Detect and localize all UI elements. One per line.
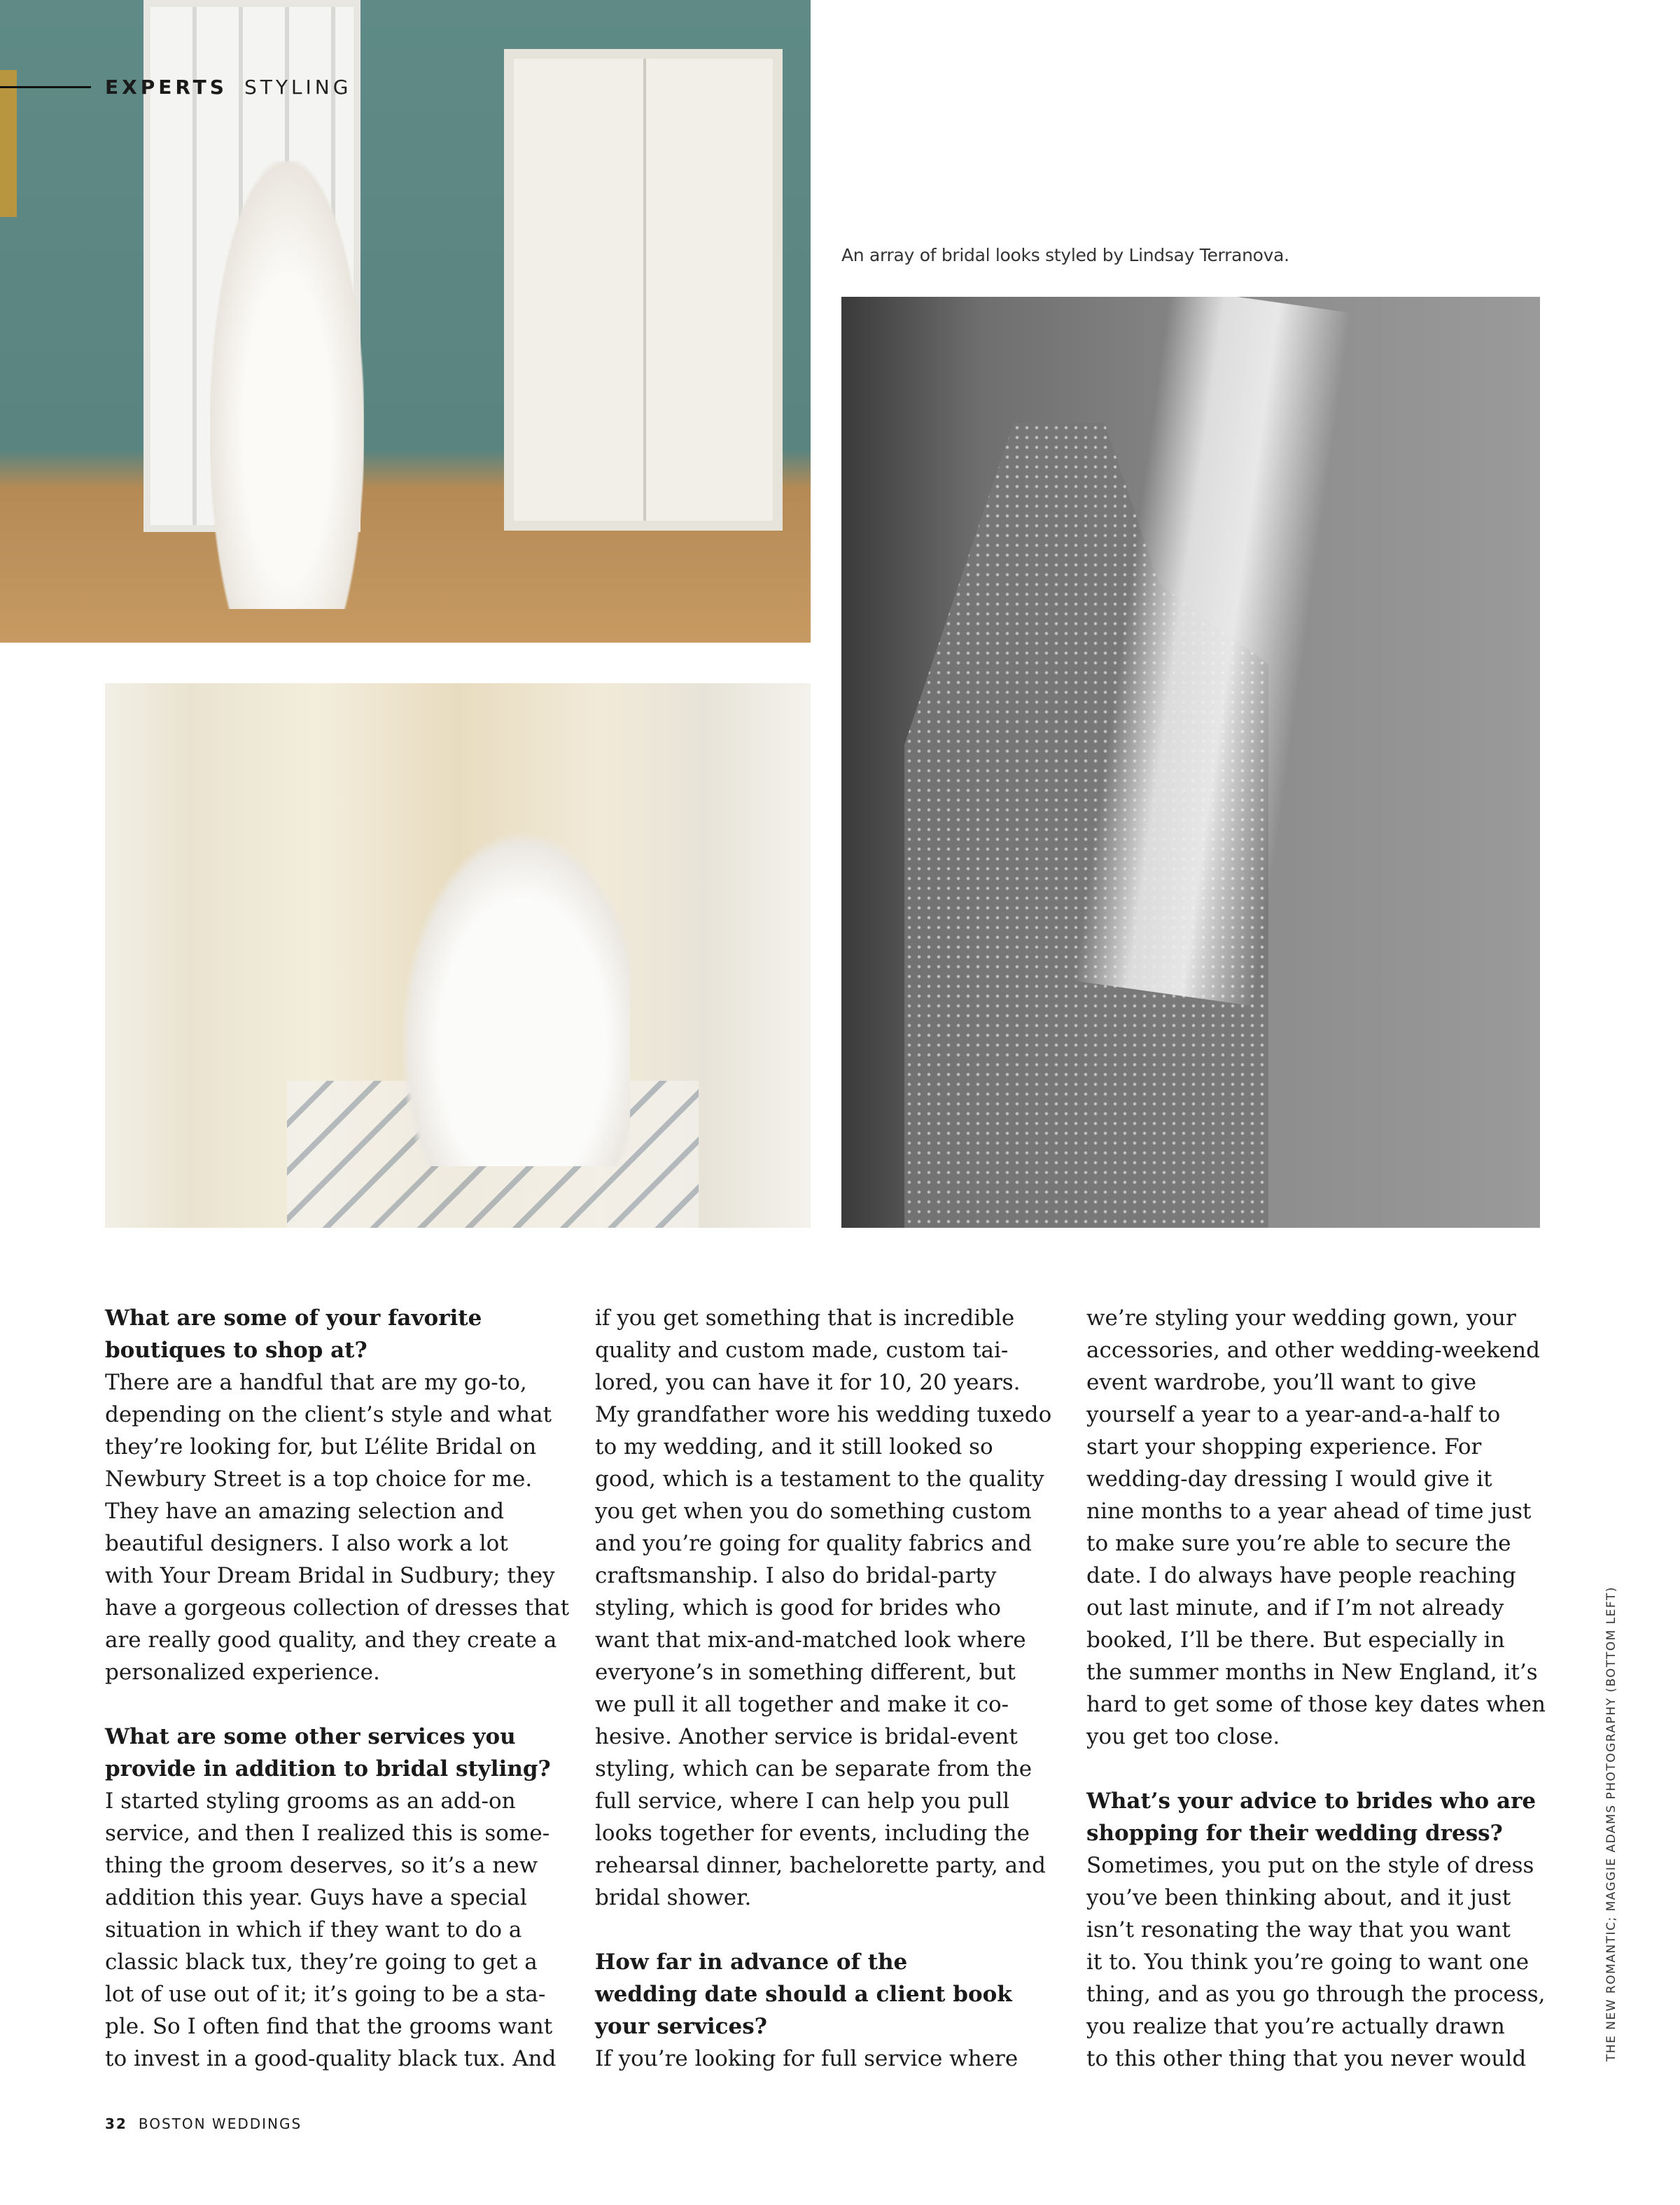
text-line: provide in addition to bridal styling?: [105, 1756, 551, 1782]
text-line: What are some other services you: [105, 1724, 516, 1749]
text-line: wedding-day dressing I would give it: [1086, 1466, 1492, 1492]
answer-paragraph: [105, 1785, 574, 2075]
text-line: bridal shower.: [595, 1885, 752, 1910]
photo-credit: THE NEW ROMANTIC; MAGGIE ADAMS PHOTOGRAPHY (BOTTOM LEFT): [1604, 1586, 1618, 2062]
text-line: They have an amazing selection and: [105, 1499, 505, 1524]
text-line: wedding date should a client book: [595, 1982, 1012, 2007]
answer-paragraph: [1086, 1302, 1555, 1753]
photo-sequin-gown-bw: [841, 297, 1540, 1228]
double-door: [504, 49, 783, 531]
text-line: start your shopping experience. For: [1086, 1434, 1482, 1460]
text-column-1: [105, 1302, 574, 2075]
text-line: shopping for their wedding dress?: [1086, 1821, 1503, 1846]
text-line: boutiques to shop at?: [105, 1338, 368, 1363]
answer-paragraph: [595, 1302, 1064, 1914]
photo-brides-in-hallway: [105, 683, 811, 1228]
text-line: to invest in a good-quality black tux. And: [105, 2046, 556, 2071]
text-line: and you’re going for quality fabrics and: [595, 1531, 1032, 1556]
text-line: lored, you can have it for 10, 20 years.: [595, 1370, 1021, 1395]
text-line: you get too close.: [1086, 1724, 1280, 1749]
text-line: they’re looking for, but L’élite Bridal on: [105, 1434, 537, 1460]
photo-caption: An array of bridal looks styled by Lindsay Terranova.: [841, 245, 1289, 265]
text-line: everyone’s in something different, but: [595, 1660, 1016, 1685]
text-line: out last minute, and if I’m not already: [1086, 1595, 1504, 1620]
text-line: looks together for events, including the: [595, 1821, 1030, 1846]
text-line: Sometimes, you put on the style of dress: [1086, 1853, 1534, 1878]
text-line: thing the groom deserves, so it’s a new: [105, 1853, 538, 1878]
text-column-2: [595, 1302, 1064, 2075]
brides-figures: [392, 816, 630, 1166]
text-line: styling, which can be separate from the: [595, 1756, 1032, 1782]
text-line: it to. You think you’re going to want one: [1086, 1949, 1530, 1975]
text-line: you realize that you’re actually drawn: [1086, 2014, 1505, 2039]
text-line: accessories, and other wedding-weekend: [1086, 1338, 1540, 1363]
text-line: How far in advance of the: [595, 1949, 908, 1975]
text-line: nine months to a year ahead of time just: [1086, 1499, 1532, 1524]
kicker-rule: [0, 86, 91, 88]
text-line: have a gorgeous collection of dresses that: [105, 1595, 570, 1620]
text-line: depending on the client’s style and what: [105, 1402, 552, 1427]
question-heading: [1086, 1785, 1555, 1849]
text-line: date. I do always have people reaching: [1086, 1563, 1516, 1588]
text-line: event wardrobe, you’ll want to give: [1086, 1370, 1477, 1395]
subsection-label: STYLING: [244, 76, 352, 99]
text-line: hard to get some of those key dates when: [1086, 1692, 1546, 1717]
text-line: isn’t resonating the way that you want: [1086, 1917, 1511, 1942]
text-line: if you get something that is incredible: [595, 1306, 1015, 1331]
text-line: My grandfather wore his wedding tuxedo: [595, 1402, 1052, 1427]
text-line: booked, I’ll be there. But especially in: [1086, 1628, 1505, 1653]
text-line: we pull it all together and make it co-: [595, 1692, 1009, 1717]
text-line: yourself a year to a year-and-a-half to: [1086, 1402, 1501, 1427]
text-line: you get when you do something custom: [595, 1499, 1032, 1524]
answer-paragraph: [595, 2043, 1064, 2075]
text-line: your services?: [595, 2014, 767, 2039]
text-column-3: [1086, 1302, 1555, 2075]
answer-paragraph: [105, 1366, 574, 1688]
text-line: to my wedding, and it still looked so: [595, 1434, 993, 1460]
bride-gown: [210, 161, 364, 609]
text-line: ple. So I often find that the grooms want: [105, 2014, 553, 2039]
section-label: EXPERTS: [105, 76, 227, 99]
text-line: full service, where I can help you pull: [595, 1788, 1010, 1814]
answer-paragraph: [1086, 1849, 1555, 2075]
publication-name: BOSTON WEDDINGS: [138, 2115, 302, 2132]
question-heading: [105, 1721, 574, 1785]
text-line: are really good quality, and they create a: [105, 1628, 557, 1653]
text-line: If you’re looking for full service where: [595, 2046, 1018, 2071]
text-line: beautiful designers. I also work a lot: [105, 1531, 508, 1556]
question-heading: [595, 1946, 1064, 2043]
text-line: personalized experience.: [105, 1660, 380, 1685]
page-number: 32: [105, 2115, 127, 2132]
text-line: we’re styling your wedding gown, your: [1086, 1306, 1516, 1331]
text-line: I started styling grooms as an add-on: [105, 1788, 516, 1814]
page-footer: [105, 2115, 302, 2132]
text-line: What are some of your favorite: [105, 1306, 482, 1331]
text-line: hesive. Another service is bridal-event: [595, 1724, 1018, 1749]
text-line: situation in which if they want to do a: [105, 1917, 522, 1942]
section-kicker: [0, 76, 351, 99]
question-heading: [105, 1302, 574, 1366]
text-line: the summer months in New England, it’s: [1086, 1660, 1538, 1685]
text-line: addition this year. Guys have a special: [105, 1885, 527, 1910]
text-line: quality and custom made, custom tai-: [595, 1338, 1009, 1363]
text-line: want that mix-and-matched look where: [595, 1628, 1026, 1653]
text-line: service, and then I realized this is some-: [105, 1821, 550, 1846]
text-line: classic black tux, they’re going to get a: [105, 1949, 538, 1975]
text-line: craftsmanship. I also do bridal-party: [595, 1563, 997, 1588]
text-line: rehearsal dinner, bachelorette party, and: [595, 1853, 1046, 1878]
text-line: lot of use out of it; it’s going to be a sta-: [105, 1982, 546, 2007]
text-line: you’ve been thinking about, and it just: [1086, 1885, 1511, 1910]
text-line: good, which is a testament to the quality: [595, 1466, 1044, 1492]
text-line: to this other thing that you never would: [1086, 2046, 1527, 2071]
text-line: thing, and as you go through the process,: [1086, 1982, 1546, 2007]
text-line: What’s your advice to brides who are: [1086, 1788, 1536, 1814]
text-line: There are a handful that are my go-to,: [105, 1370, 527, 1395]
text-line: to make sure you’re able to secure the: [1086, 1531, 1511, 1556]
text-line: Newbury Street is a top choice for me.: [105, 1466, 533, 1492]
text-line: with Your Dream Bridal in Sudbury; they: [105, 1563, 555, 1588]
text-line: styling, which is good for brides who: [595, 1595, 1001, 1620]
